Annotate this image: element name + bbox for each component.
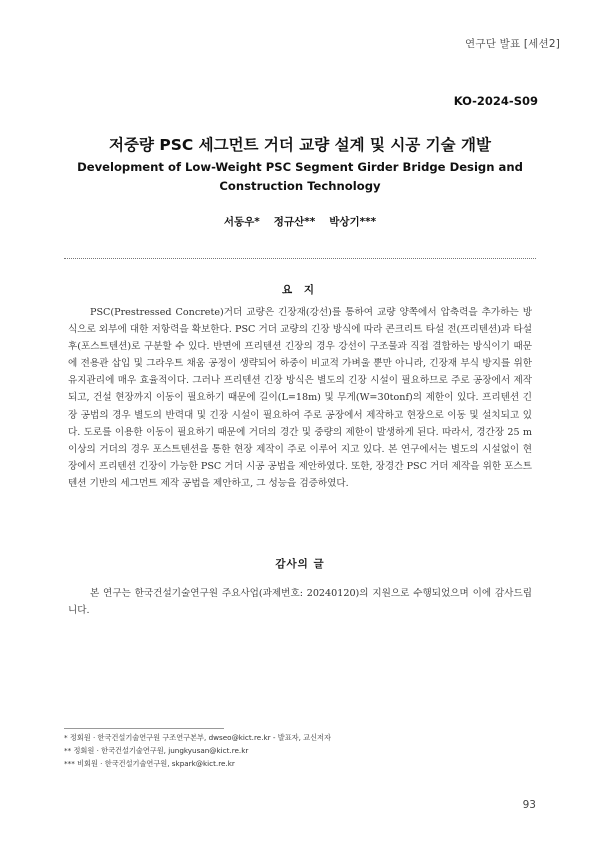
paper-title-korean: 저중량 PSC 세그먼트 거더 교량 설계 및 시공 기술 개발 xyxy=(109,136,491,154)
footnote-2: ** 정회원 · 한국건설기술연구원, jungkyusan@kict.re.kr xyxy=(64,745,249,755)
footnotes xyxy=(64,732,331,770)
acknowledgment-body: 본 연구는 한국건설기술연구원 주요사업(과제번호: 20240120)의 지원으로 수행되었으며 이에 감사드립니다. xyxy=(68,588,532,617)
footnote-rule xyxy=(64,728,224,729)
abstract-heading: 요 지 xyxy=(282,284,318,296)
footnote-3: *** 비회원 · 한국건설기술연구원, skpark@kict.re.kr xyxy=(64,758,235,768)
paper-code: KO-2024-S09 xyxy=(453,94,538,108)
session-tag: 연구단 발표 [세션2] xyxy=(465,38,560,50)
author-3: 박상기*** xyxy=(329,216,377,228)
author-2: 정규산** xyxy=(273,216,316,228)
author-list xyxy=(0,214,600,229)
paper-title-english: Development of Low-Weight PSC Segment Girder Bridge Design and Construction Technology xyxy=(77,160,523,193)
section-divider xyxy=(64,258,536,259)
abstract-body: PSC(Prestressed Concrete)거더 교량은 긴장재(강선)를 통하여 교량 양쪽에서 압축력을 추가하는 방식으로 외부에 대한 저항력을 확보한다. PSC 거더 교량의 긴장 방식에 따라 콘크리트 타설 전(프리텐션)과 타설 후(포스트텐션)로 구분할 수 있다. 반면에 프리텐션 긴장의 경우 강선이 구조물과 직접 결합하는 방식이기 때문에 전용관 삽입 및 그라우트 채움 공정이 생략되어 하중이 비교적 가벼울 뿐만 아니라, 긴장재 부식 방지를 위한 유지관리에 매우 효율적이다. 그러나 프리텐션 긴장 방식은 별도의 긴장 시설이 필요하므로 주로 공장에서 제작되고, 건설 현장까지 이동이 필요하기 때문에 길이(L=18m) 및 무게(W=30tonf)의 제한이 있다. 프리텐션 긴장 공법의 경우 별도의 반력대 및 긴장 시설이 필요하여 주로 공장에서 제작하고 현장으로 이동 및 설치되고 있다. 도로를 이용한 이동이 필요하기 때문에 거더의 경간 및 중량의 제한이 발생하게 된다. 따라서, 경간장 25 m 이상의 거더의 경우 포스트텐션을 통한 현장 제작이 주로 이루어 지고 있다. 본 연구에서는 별도의 시설없이 현장에서 프리텐션 긴장이 가능한 PSC 거더 시공 공법을 제안하였다. 또한, 장경간 PSC 거더 제작을 위한 포스트텐션 기반의 세그먼트 제작 공법을 제안하고, 그 성능을 검증하였다. xyxy=(68,307,532,489)
author-1: 서동우* xyxy=(223,216,260,228)
footnote-1: * 정회원 · 한국건설기술연구원 구조연구본부, dwseo@kict.re.kr - 발표자, 교신저자 xyxy=(64,733,331,742)
acknowledgment-heading: 감사의 글 xyxy=(275,558,325,570)
page-number: 93 xyxy=(522,799,536,811)
